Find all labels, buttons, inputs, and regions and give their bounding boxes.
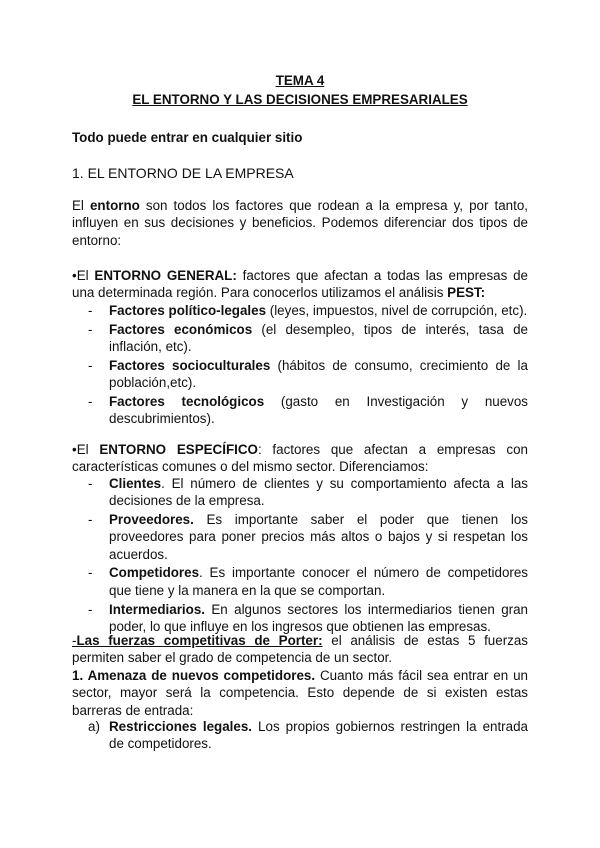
list-item bbox=[88, 393, 528, 428]
list-item-term: Competidores bbox=[109, 565, 200, 581]
list-item bbox=[88, 357, 528, 392]
subtitle: Todo puede entrar en cualquier sitio bbox=[72, 130, 303, 145]
list-item-term: Factores político-legales bbox=[109, 303, 267, 318]
porter-label: Las fuerzas competitivas de Porter: bbox=[76, 633, 323, 648]
porter-prefix: - bbox=[72, 633, 77, 648]
list-dash: - bbox=[88, 565, 93, 581]
list-item-text: (hábitos de consumo, crecimiento de la población,etc). bbox=[109, 357, 528, 391]
list-item-term: Factores socioculturales bbox=[109, 357, 271, 373]
tema-number: TEMA 4 bbox=[275, 73, 325, 88]
list-item-text: (el desempleo, tipos de interés, tasa de inflación, etc). bbox=[109, 321, 528, 355]
intro-term: entorno bbox=[89, 198, 140, 213]
list-item-text: Es importante saber el poder que tienen los proveedores para poner precios más altos o bajos y si respetan los acuerdos. bbox=[109, 512, 528, 562]
list-dash: - bbox=[88, 601, 93, 617]
list-dash: - bbox=[88, 303, 93, 318]
list-dash: - bbox=[88, 321, 93, 337]
list-item-text: . El número de clientes y su comportamiento afecta a las decisiones de la empresa. bbox=[109, 476, 528, 509]
pest-label: PEST: bbox=[447, 285, 486, 301]
list-item-term: Factores económicos bbox=[109, 321, 253, 337]
list-dash: - bbox=[88, 476, 93, 491]
especifico-factors-list bbox=[88, 475, 528, 637]
general-factors-list bbox=[88, 302, 528, 429]
especifico-label: ENTORNO ESPECÍFICO bbox=[99, 442, 258, 457]
list-item bbox=[88, 321, 528, 356]
amenaza-paragraph bbox=[72, 667, 528, 719]
list-item-term: Proveedores. bbox=[109, 512, 194, 528]
general-paragraph bbox=[72, 267, 528, 302]
list-item bbox=[88, 564, 528, 599]
general-label: ENTORNO GENERAL: bbox=[94, 268, 237, 283]
list-item bbox=[88, 302, 528, 319]
especifico-bullet: •El bbox=[72, 442, 100, 457]
general-text: factores que afectan a todas las empresas de una determinada región. Para conocerlos utilizamos el análisis bbox=[72, 268, 528, 301]
list-marker: a) bbox=[88, 719, 100, 734]
list-item-term: Clientes bbox=[109, 476, 162, 491]
list-item-term: Factores tecnológicos bbox=[109, 393, 265, 409]
barreras-list bbox=[88, 718, 528, 754]
list-item-text: Los propios gobiernos restringen la entrada de competidores. bbox=[109, 719, 528, 752]
amenaza-text: Cuanto más fácil sea entrar en un sector, mayor será la competencia. Esto depende de si existen estas barreras de entrada: bbox=[72, 668, 528, 718]
porter-paragraph bbox=[72, 632, 528, 667]
general-bullet: •El bbox=[72, 268, 95, 283]
list-item-text: En algunos sectores los intermediarios tienen gran poder, lo que influye en los ingresos que obtienen las empresas. bbox=[109, 601, 528, 634]
list-dash: - bbox=[88, 512, 93, 528]
list-item-text: . Es importante conocer el número de competidores que tiene y la manera en la que se comportan. bbox=[109, 565, 528, 598]
list-item bbox=[88, 601, 528, 636]
document-title: EL ENTORNO Y LAS DECISIONES EMPRESARIALES bbox=[132, 92, 468, 107]
list-item-text: (gasto en Investigación y nuevos descubrimientos). bbox=[109, 393, 528, 427]
list-item bbox=[88, 475, 528, 510]
intro-text-1: El bbox=[72, 198, 90, 213]
list-item bbox=[88, 511, 528, 563]
list-item-term: Intermediarios. bbox=[109, 601, 205, 617]
list-dash: - bbox=[88, 357, 93, 373]
especifico-paragraph bbox=[72, 441, 528, 476]
especifico-text: : factores que afectan a empresas con características comunes o del mismo sector. Diferenciamos: bbox=[72, 442, 528, 475]
list-item-term: Restricciones legales. bbox=[109, 719, 252, 734]
list-item bbox=[88, 718, 528, 753]
porter-text: el análisis de estas 5 fuerzas permiten saber el grado de competencia de un sector. bbox=[72, 633, 528, 666]
amenaza-label: 1. Amenaza de nuevos competidores. bbox=[72, 668, 316, 683]
intro-paragraph bbox=[72, 197, 528, 249]
intro-text-2: son todos los factores que rodean a la empresa y, por tanto, influyen en sus decisiones y beneficios. Podemos diferenciar dos tipos de entorno: bbox=[72, 198, 528, 248]
list-item-text: (leyes, impuestos, nivel de corrupción, etc). bbox=[266, 303, 528, 318]
section-heading: 1. EL ENTORNO DE LA EMPRESA bbox=[72, 165, 294, 181]
list-dash: - bbox=[88, 393, 93, 409]
